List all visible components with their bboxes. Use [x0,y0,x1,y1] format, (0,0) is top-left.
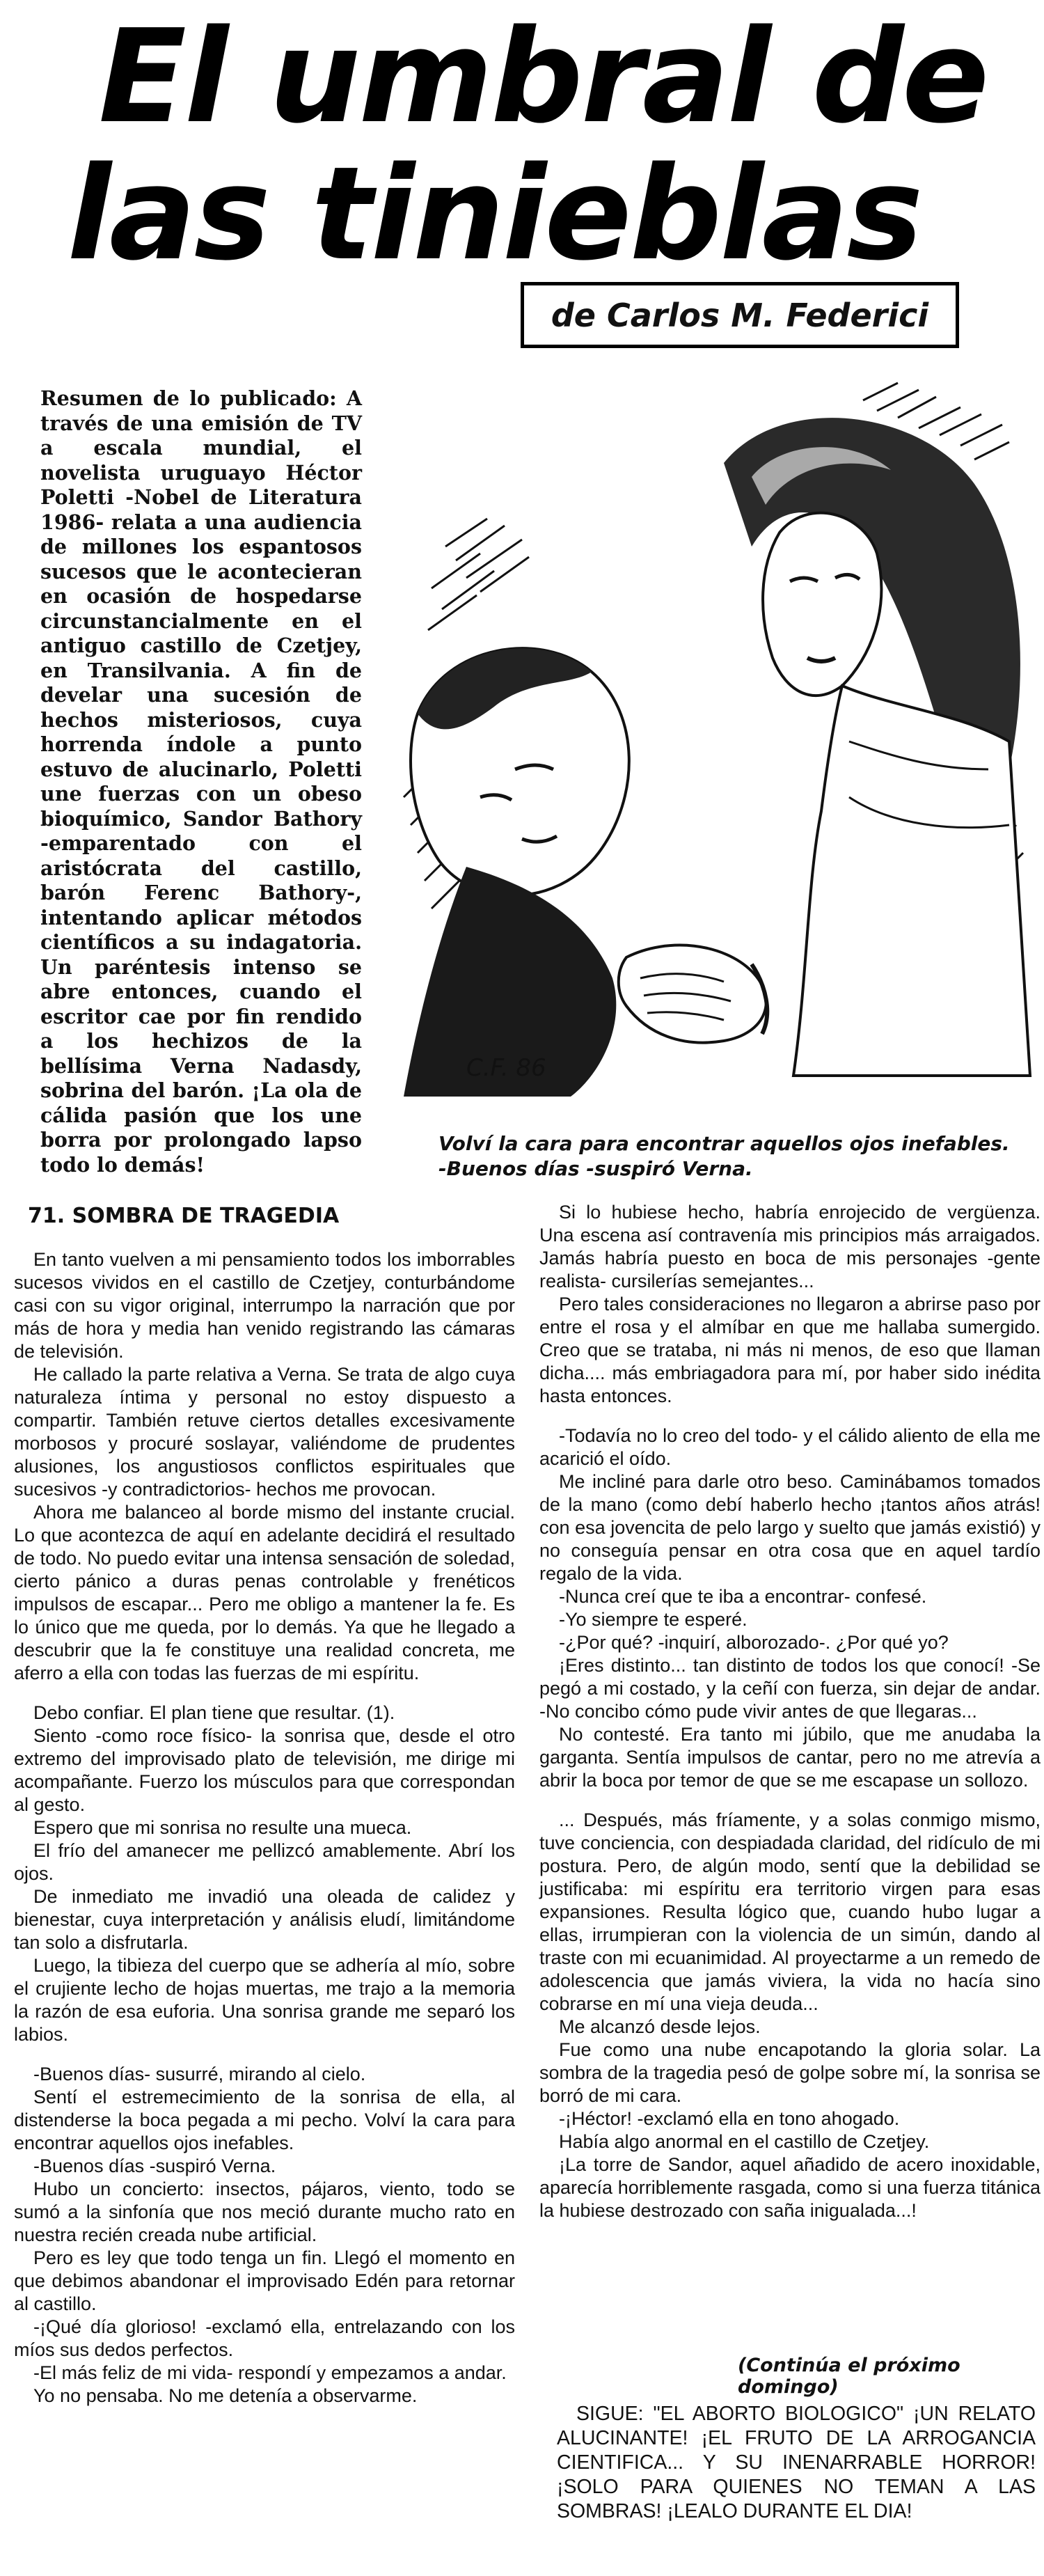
paragraph: Si lo hubiese hecho, habría enrojecido de vergüenza. Una escena así contravenía mis principios más arraigados. Jamás habría puesto en boca de mis personajes -gente realista- cursilerías semejantes... [539,1202,1041,1291]
story-summary: Resumen de lo publicado: A través de una emisión de TV a escala mundial, el novelista uruguayo Héctor Poletti -Nobel de Literatura 1986- relata a una audiencia de millones los espantosos sucesos que le acontecieran en ocasión de hospedarse circunstancialmente en el antiguo castillo de Czetjey, en Transilvania. A fin de develar una sucesión de hechos misteriosos, cuya horrenda índole a punto estuvo de alucinarlo, Poletti une fuerzas con un obeso bioquímico, Sandor Bathory -emparentado con el aristócrata del castillo, barón Ferenc Bathory-, intentando aplicar métodos científicos a su indagatoria. Un paréntesis intenso se abre entonces, cuando el escritor cae por fin rendido a los hechizos de la bellísima Verna Nadasdy, sobrina del barón. ¡La ola de cálida pasión que los une borra por prolongado lapso todo lo demás! [40,386,362,1177]
paragraph: -Yo siempre te esperé. [559,1609,748,1630]
paragraph: -¿Por qué? -inquirí, alborozado-. ¿Por qué yo? [559,1632,949,1653]
paragraph: -Todavía no lo creo del todo- y el cálido aliento de ella me acarició el oído. [539,1425,1041,1469]
continues-note: (Continúa el próximo domingo) [738,2355,960,2398]
paragraph: Me incliné para darle otro beso. Caminábamos tomados de la mano (como debí haberlo hecho ¡tantos años atrás! con esa jovencita de pelo largo y suelto que jamás existió) y no conseguía pensar en otra cosa que en aquel tardío regalo de la vida. [539,1471,1041,1584]
left-text-column [14,1204,515,2408]
artist-signature: C.F. 86 [466,1054,546,1082]
paragraph: No contesté. Era tanto mi júbilo, que me anudaba la garganta. Sentía impulsos de cantar, pero no me atrevía a abrir la boca por temor de que se me escapase un sollozo. [539,1724,1041,1791]
title-line-2: las tinieblas [67,139,922,289]
paragraph: En tanto vuelven a mi pensamiento todos los imborrables sucesos vividos en el castillo de Czetjey, conturbándome casi con su vigor original, interrumpo la narración que por más de hora y media han venido registrando las cámaras de televisión. [14,1249,515,1362]
paragraph: Yo no pensaba. No me detenía a observarme. [33,2385,418,2406]
paragraph: De inmediato me invadió una oleada de calidez y bienestar, cuya interpretación y análisis eludí, limitándome tan solo a disfrutarla. [14,1886,515,1953]
paragraph: Espero que mi sonrisa no resulte una mueca. [33,1817,412,1838]
paragraph: Había algo anormal en el castillo de Czetjey. [559,2131,930,2152]
paragraph: Me alcanzó desde lejos. [559,2016,761,2037]
paragraph: -Nunca creí que te iba a encontrar- confesé. [559,1586,927,1607]
author-byline-text: de Carlos M. Federici [551,296,929,334]
paragraph: ... Después, más fríamente, y a solas conmigo mismo, tuve conciencia, con despiadada claridad, del ridículo de mi postura. Pero, de algún modo, sentí que la debilidad se justificaba: mi espíritu era territorio virgen para esas expansiones. Resulta lógico que, cuando hubo lugar a ellas, irrumpieran con la violencia de un simún, dando al traste con mi ecuanimidad. Al proyectarme a un remedo de adolescencia que jamás viviera, la vida no hacía sino cobrarse en mí una vieja deuda... [539,1809,1041,2014]
author-byline [521,282,959,348]
paragraph: Ahora me balanceo al borde mismo del instante crucial. Lo que acontezca de aquí en adelante decidirá el resultado de todo. No puedo evitar una intensa sensación de soledad, cierto pánico a duras penas controlable y frenéticos impulsos de escapar... Pero me obligo a mantener la fe. Es lo único que me queda, por lo demás. Ya que he llegado a descubrir que la fe constituye una realidad concreta, me aferro a ella con todas las fuerzas de mi espíritu. [14,1502,515,1683]
woman-face [763,513,881,696]
paragraph: Pero tales consideraciones no llegaron a abrirse paso por entre el rosa y el almíbar en que me hallaba sumergido. Creo que se trataba, ni más ni menos, de eso que llaman dicha.... más embriagadora para mí, por haber sido inédita hasta entonces. [539,1294,1041,1406]
paragraph: Fue como una nube encapotando la gloria solar. La sombra de la tragedia pesó de golpe sobre mí, la sonrisa se borró de mi cara. [539,2039,1041,2106]
paragraph: Sentí el estremecimiento de la sonrisa de ella, al distenderse la boca pegada a mi pecho. Volví la cara para encontrar aquellos ojos inefables. [14,2087,515,2153]
paragraph: Debo confiar. El plan tiene que resultar. (1). [33,1702,395,1723]
caption-line-1: Volví la cara para encontrar aquellos ojos inefables. [438,1132,1010,1155]
paragraph: Siento -como roce físico- la sonrisa que, desde el otro extremo del improvisado plato de televisión, me dirige mi acompañante. Fuerzo los músculos para que correspondan al gesto. [14,1725,515,1815]
next-episode-teaser: SIGUE: "EL ABORTO BIOLOGICO" ¡UN RELATO ALUCINANTE! ¡EL FRUTO DE LA ARROGANCIA CIENTIFICA... Y SU INENARRABLE HORROR! ¡SOLO PARA QUIENES NO TEMAN A LAS SOMBRAS! ¡LEALO DURANTE EL DIA! [557,2403,1036,2522]
right-text-column [539,1201,1041,2222]
paragraph: Pero es ley que todo tenga un fin. Llegó el momento en que debimos abandonar el improvisado Edén para retornar al castillo. [14,2247,515,2314]
woman-body [793,686,1030,1076]
paragraph: -¡Héctor! -exclamó ella en tono ahogado. [559,2108,900,2129]
paragraph: Hubo un concierto: insectos, pájaros, viento, todo se sumó a la sinfonía que nos meció durante mucho rato en nuestra recién creada nube artificial. [14,2178,515,2245]
paragraph: -¡Qué día glorioso! -exclamó ella, entrelazando con los míos sus dedos perfectos. [14,2316,515,2360]
title-line-1: El umbral de [98,1,988,152]
illustration-embrace [362,379,1044,1117]
paragraph: He callado la parte relativa a Verna. Se trata de algo cuya naturaleza íntima y personal no estoy dispuesto a compartir. También retuve ciertos detalles excesivamente morbosos y procuré soslayar, valiéndome de prudentes alusiones, los angustiosos conflictos espirituales que sucesivos -y contradictorios- hechos me provocan. [14,1364,515,1500]
caption-line-2: -Buenos días -suspiró Verna. [438,1157,753,1180]
paragraph: -El más feliz de mi vida- respondí y empezamos a andar. [33,2362,507,2383]
paragraph: Luego, la tibieza del cuerpo que se adhería al mío, sobre el crujiente lecho de hojas muertas, me trajo a la memoria la razón de esa euforia. Una sonrisa grande me separó los labios. [14,1955,515,2045]
chapter-heading: 71. SOMBRA DE TRAGEDIA [28,1204,340,1228]
illustration-caption [438,1131,1037,1181]
paragraph: ¡Eres distinto... tan distinto de todos los que conocí! -Se pegó a mi costado, y la ceñí con fuerza, sin dejar de andar. -No concibo cómo pude vivir antes de que llegaras... [539,1655,1041,1722]
paragraph: -Buenos días -suspiró Verna. [33,2155,276,2176]
paragraph: -Buenos días- susurré, mirando al cielo. [33,2064,366,2084]
paragraph: ¡La torre de Sandor, aquel añadido de acero inoxidable, aparecía horriblemente rasgada, como si una fuerza titánica la hubiese destrozado con saña inigualada...! [539,2154,1041,2221]
paragraph: El frío del amanecer me pellizcó amablemente. Abrí los ojos. [14,1840,515,1884]
